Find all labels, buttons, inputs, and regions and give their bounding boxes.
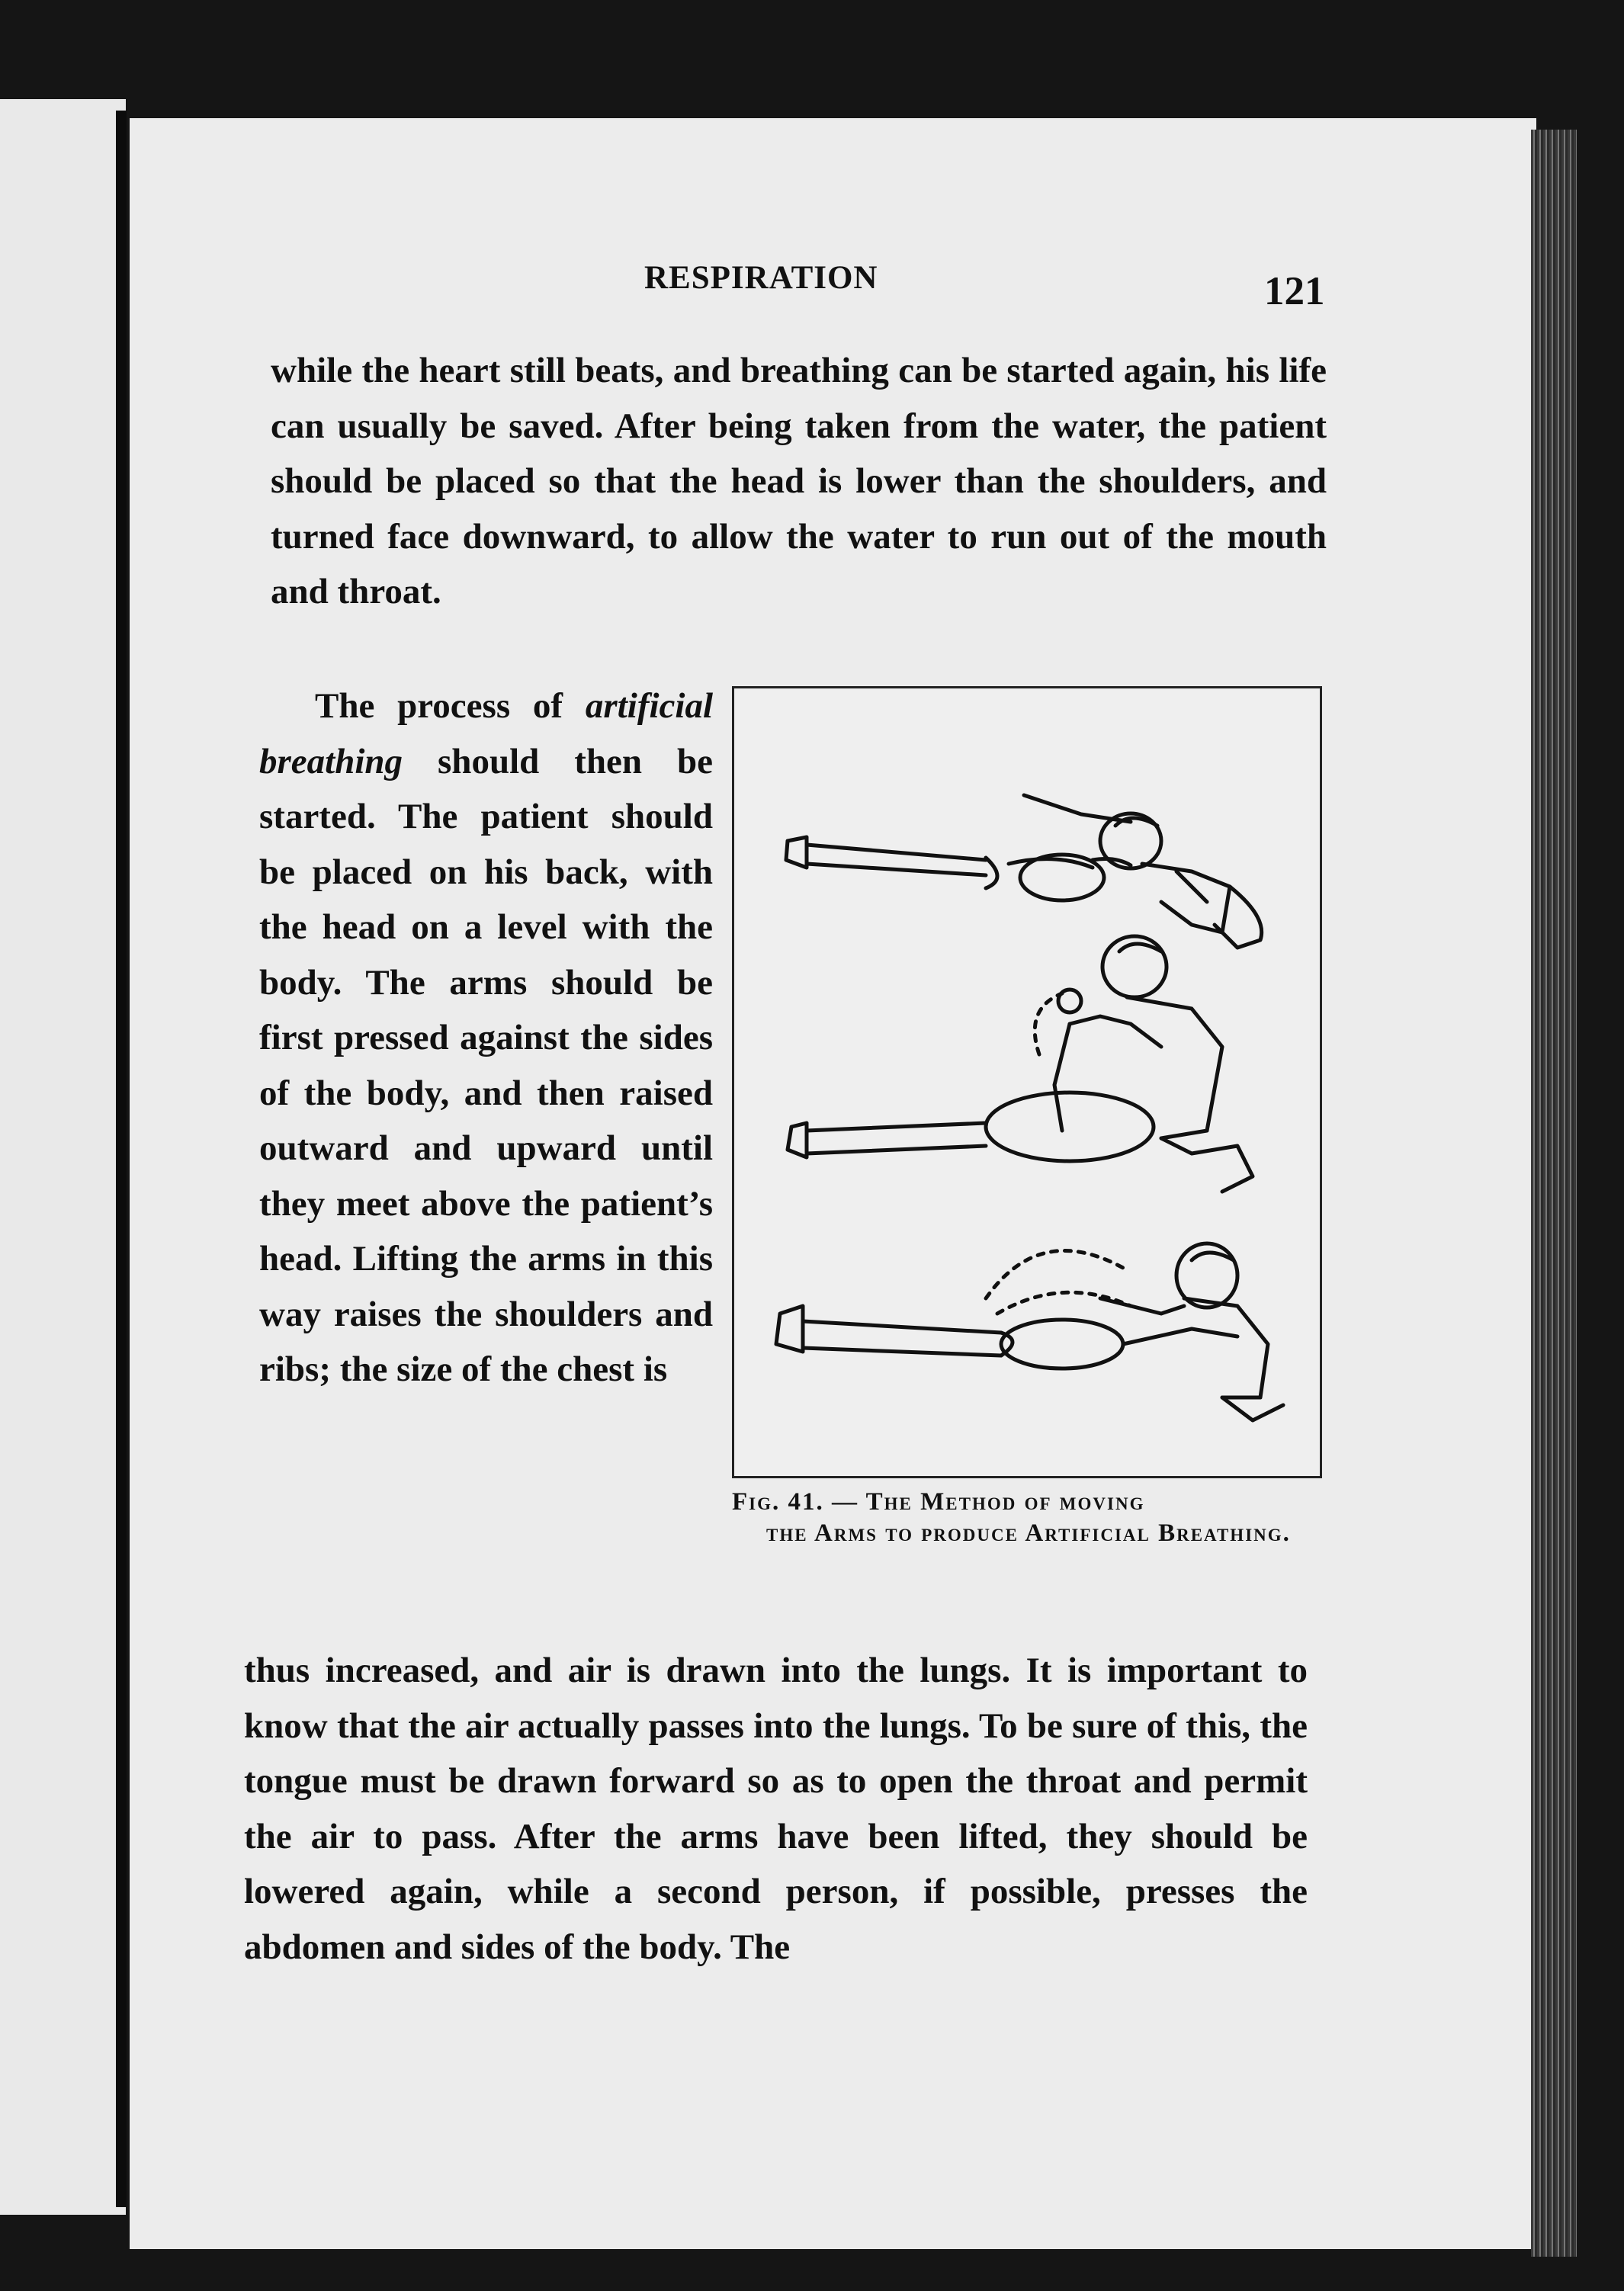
paragraph-2-text-b: should then be started. The patient should be placed on his back, with the head on a level with the body. The arms should be first pressed against the sides of the body, and then raised outward and upward until they meet above the patient’s head. Lifting the arms in this way raises the shoulders and ribs; the size of the chest is — [259, 741, 713, 1389]
page-stack-edge — [1531, 130, 1577, 2257]
caption-line-1: Fig. 41. — The Method of moving — [732, 1488, 1145, 1516]
left-page-edge — [0, 99, 126, 2215]
illustration-step-2 — [788, 936, 1253, 1192]
paragraph-1: while the heart still beats, and breathing can be started again, his life can usually be saved. After being taken from the water, the patient should be placed so that the head is lower than the shoulders, and turned face downward, to allow the water to run out of the mouth and throat. — [271, 351, 1327, 611]
running-head: RESPIRATION — [644, 260, 878, 296]
italic-term: artificial breathing — [259, 686, 713, 781]
caption-continuation: the Arms to produce Artificial Breathing. — [766, 1519, 1291, 1547]
page-number: 121 — [1264, 269, 1325, 313]
figure-illustration — [732, 686, 1322, 1478]
paragraph-2 — [259, 679, 713, 1397]
paragraph-2-text-a: The process of — [315, 686, 586, 726]
book-gutter — [116, 111, 127, 2207]
paragraph-3: thus increased, and air is drawn into the lungs. It is important to know that the air actually passes into the lungs. To be sure of this, the tongue must be drawn forward so as to open the throat and permit the air to pass. After the arms have been lifted, they should be lowered again, while a second person, if possible, presses the abdomen and sides of the body. The — [244, 1651, 1308, 1967]
illustration-step-3 — [776, 1243, 1283, 1420]
illustration-step-1 — [786, 795, 1262, 948]
figure-caption — [732, 1487, 1311, 1549]
